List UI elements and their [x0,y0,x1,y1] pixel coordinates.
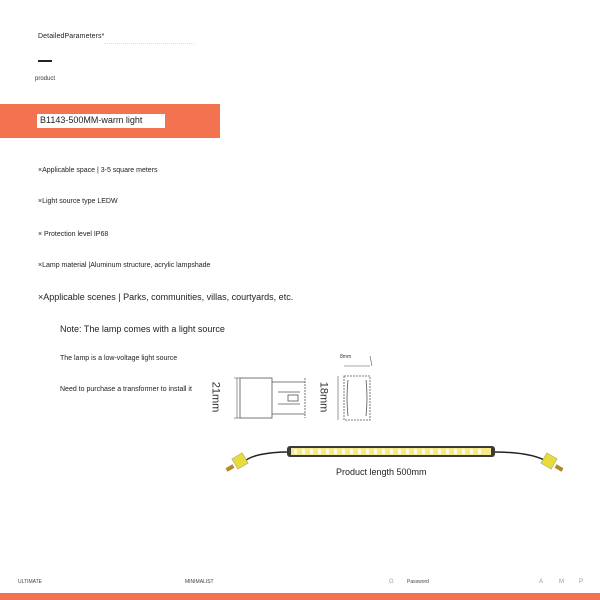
dimension-8mm: 8mm [340,354,352,360]
note-low-voltage: The lamp is a low-voltage light source [60,355,178,362]
spec-lamp-material: ×Lamp material |Aluminum structure, acrylic lampshade [38,262,211,269]
spec-light-source: ×Light source type LEDW [38,198,118,205]
footer-letter-m: M [559,579,564,585]
product-length-label: Product length 500mm [336,467,427,477]
note-light-source: Note: The lamp comes with a light source [60,324,225,334]
spec-applicable-scenes: ×Applicable scenes | Parks, communities, villas, courtyards, etc. [38,292,294,302]
footer-accent-bar [0,593,600,600]
connector-left [226,453,249,472]
spec-applicable-space: ×Applicable space | 3-5 square meters [38,167,158,174]
footer-ultimate: ULTIMATE [18,579,42,585]
dimension-21mm: 21mm [209,381,222,413]
footer-letter-a: A [539,579,544,585]
footer-password: Password [407,579,429,585]
spec-protection-level: × Protection level IP68 [38,231,109,238]
product-label: product [35,76,56,82]
connector-right [541,453,564,472]
model-name: B1143-500MM-warm light [40,115,143,125]
footer-letter-p: P [579,579,584,585]
section-title: DetailedParameters* [38,33,105,40]
note-transformer: Need to purchase a transformer to install it [60,386,192,393]
footer-g-mark: G [389,579,394,585]
footer-minimalist: MINIMALIST [185,579,214,585]
dimension-18mm: 18mm [317,381,330,413]
